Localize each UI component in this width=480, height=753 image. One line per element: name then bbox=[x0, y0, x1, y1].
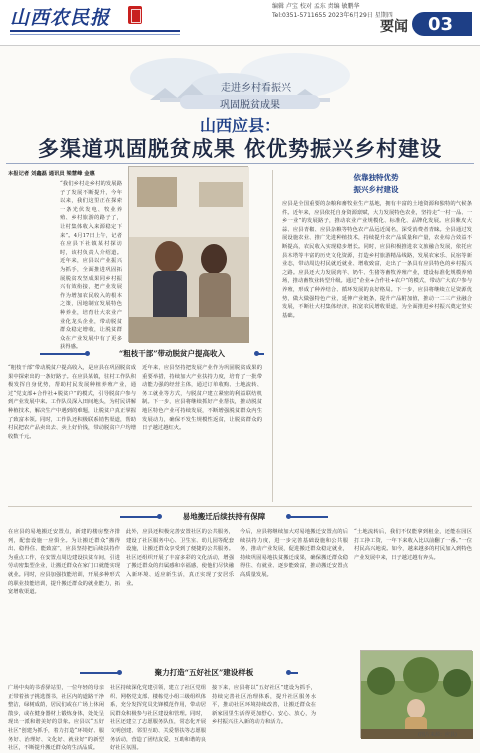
section2-title: 易地搬迁后续扶持有保障 bbox=[182, 512, 266, 521]
section-divider bbox=[8, 506, 472, 507]
editor-line: 编辑 卢宝 校对 孟东 责编 敏鹏华 bbox=[272, 3, 360, 10]
section1-title: “粗枝干部”带动脱贫户提高收入 bbox=[118, 349, 226, 358]
masthead bbox=[0, 0, 480, 46]
photo-scene bbox=[361, 651, 473, 739]
column-divider bbox=[272, 170, 273, 502]
date-line: Tel:0351-5711655 2023年6月29日 星期四 bbox=[272, 12, 393, 19]
section3-col2: 社区持续深化党建引领，建立了社区党组织、网格党支部、楼栋党小组三级组织体系，充分发挥党员先锋模范作用，带动居民群众积极参与社区建设和管理。同时，社区还建立了志愿服务队伍，常态化开展文明创建、邻里互助、关爱帮扶等志愿服务活动，营造了团结友爱、互助和谐的良好社区氛围。 bbox=[110, 685, 206, 752]
subhead-decoration-left bbox=[40, 353, 88, 355]
page-number: 03 bbox=[428, 14, 454, 35]
section3-col1: 广场中央的书香驿站里，一位年轻的母亲正带着孩子挑选图书，社区内的道路干净整洁，绿树成荫，居民们或在广场上休闲散步，或在健身器材上锻炼身体，处处呈现出一派和谐美好的景象。应县以“五好社区”创建为抓手，着力打造“环境好、服务好、治理好、文化好、就业好”的新型社区，不断提升搬迁群众的生活品质。 bbox=[8, 685, 104, 752]
masthead-rule bbox=[10, 30, 180, 32]
headline-kicker-secondary: 巩固脱贫成果 bbox=[220, 100, 280, 111]
photo-caption: (图片来源：应县) bbox=[418, 732, 457, 738]
headline-region: 山西应县： bbox=[199, 116, 280, 135]
section3-title: 聚力打造“五好社区”建设样板 bbox=[154, 668, 254, 677]
section2-col1: 在应县的易地搬迁安置点，新建的楼房整齐排列，配套设施一应俱全。为让搬迁群众“搬得出、稳得住、能致富”，应县坚持把后续扶持作为重点工作，在安置点周边建设扶贫车间，引进劳动密集型企业，让搬迁群众在家门口就能实现就业。同时，应县加强技能培训，开展多种形式的职业技能培训，提升搬迁群众的就业能力，拓宽增收渠道。 bbox=[8, 529, 120, 596]
orchard-photo bbox=[360, 650, 472, 738]
newspaper-logo bbox=[0, 0, 155, 42]
subhead-decoration-right bbox=[256, 353, 264, 355]
byline: 本报记者 刘鑫磊 通讯员 梁慧峰 金惠 bbox=[8, 171, 95, 177]
section3-col3: 接下来，应县将以“五好社区”建设为抓手，持续完善社区治理体系，提升社区服务水平，推动社区环境持续改善，让搬迁群众在新家园里生活得更加舒心、安心、放心，为乡村振兴注入新的动力和活力。 bbox=[212, 685, 316, 726]
right-title-line1: 依靠独特优势 bbox=[353, 173, 399, 182]
right-title-line2: 振兴乡村建设 bbox=[353, 185, 399, 194]
section2-col3: 今后，应县将继续加大对易地搬迁安置点的后续扶持力度，进一步完善基础设施和公共服务，推动产业发展，促进搬迁群众稳定就业，持续巩固易地扶贫搬迁成果，确保搬迁群众稳得住、有就业、逐步能致富，推动搬迁安置点高质量发展。 bbox=[240, 529, 348, 578]
subhead-decoration-left bbox=[120, 516, 160, 518]
subhead-decoration-right bbox=[288, 672, 298, 674]
masthead-info bbox=[272, 2, 393, 20]
right-article-continued: “土地流转后，我们不仅能拿到租金，还能在园区打工挣工资，一年下来收入比以前翻了一番。”一位村民高兴地说。如今，越来越多的村民加入到特色产业发展中来，日子越过越有奔头。 bbox=[354, 529, 472, 561]
section2-col2: 此外，应县还积极完善安置社区的公共服务，建设了社区服务中心、卫生室、幼儿园等配套设施，让搬迁群众享受到了便捷的公共服务。社区还组织开展了丰富多彩的文化活动，增强了搬迁群众的归属感和幸福感，使他们尽快融入新环境、适应新生活，真正实现了安居乐业。 bbox=[126, 529, 234, 587]
seal-icon bbox=[128, 6, 142, 24]
title-rule bbox=[6, 163, 474, 164]
subhead-decoration-left bbox=[80, 672, 120, 674]
section1-col2: 近年来，应县坚持把发展产业作为巩固脱贫成果的重要举措，持续加大产业扶持力度，培育了一批带动能力强的经营主体，通过订单收购、土地流转、务工就业等方式，与脱贫户建立紧密的利益联结机制。下一步，应县将继续抓好产业帮扶，推动脱贫地区特色产业可持续发展，不断增强脱贫群众内生发展动力，确保不发生规模性返贫，让脱贫群众的日子越过越红火。 bbox=[142, 365, 262, 432]
masthead-rule-thin bbox=[10, 34, 180, 35]
photo-scene bbox=[129, 167, 249, 343]
paper-name: 山西农民报 bbox=[10, 7, 111, 29]
interview-photo bbox=[128, 166, 248, 342]
intro-text: “我们乡村走乡村的发展路子了发展不断提升，今年以来，我们这里正在探索一条光伏发电、牧业养殖、乡村旅游的路子了，让村集体收入来源稳定下来”。4月17日上午，记者在应县下社镇某村探访时，该村负责人介绍道。近年来，应县以产业振兴为抓手，全面推进巩固拓展脱贫攻坚成果同乡村振兴有效衔接，把产业发展作为增加农民收入的根本之策，因地制宜发展特色种养业，培育壮大农业产业化龙头企业，带动脱贫群众稳定增收，让脱贫群众在产业发展中有了更多获得感。 bbox=[60, 181, 122, 351]
right-article: 应县是全国重要的杂粮和畜牧业生产基地，拥有丰富的土地资源和独特的气候条件。近年来，应县依托自身资源禀赋，大力发展特色农业，坚持走“一村一品、一乡一业”的发展路子，推动农业产业规模化、标准化、品牌化发展。应县紫皮大蒜、应县青椒、应县杂粮等特色农产品远近闻名，深受消费者青睐。全县通过发展设施农业、推广先进种植技术，持续提升农产品质量和产量，农业综合效益不断提高，农民收入实现稳步增长。同时，应县积极推进农文旅融合发展，依托应县木塔等丰富的历史文化资源，打造乡村旅游精品线路，发展农家乐、民宿等新业态，带动周边村民就近就业、增收致富，走出了一条具有应县特色的乡村振兴之路。应县还大力发展肉羊、奶牛、生猪等畜牧养殖产业，建设标准化规模养殖场，推动畜牧业转型升级。通过“企业+合作社+农户”的模式，带动广大农户参与养殖，形成了种养结合、循环发展的良好格局。下一步，应县将继续立足资源优势，做大做强特色产业，延伸产业链条，提升产品附加值，推动一二三产业融合发展，不断壮大村集体经济，拓宽农民增收渠道，为全面推进乡村振兴奠定坚实基础。 bbox=[282, 201, 472, 319]
section-name: 要闻 bbox=[380, 19, 408, 35]
section1-col1: “粗枝干部”带动脱贫户提高收入，是应县在巩固脱贫成果中探索出的一条好路子。在应县某镇，驻村工作队积极发挥自身优势，帮助村民发展种植养殖产业，通过“党支部+合作社+脱贫户”的模式，引导脱贫户参与到产业发展中来。工作队员深入田间地头，为村民讲解种植技术，解决生产中遇到的难题，让脱贫户真正掌握了致富本领。同时，工作队还积极联系销售渠道，帮助村民把农产品卖出去、卖上好价钱，带动脱贫户户均增收数千元。 bbox=[8, 365, 136, 440]
subhead-decoration-right bbox=[288, 516, 328, 518]
headline-kicker: 走进乡村看振兴 bbox=[221, 83, 291, 94]
headline-title: 多渠道巩固脱贫成果 依优势振兴乡村建设 bbox=[37, 136, 443, 161]
